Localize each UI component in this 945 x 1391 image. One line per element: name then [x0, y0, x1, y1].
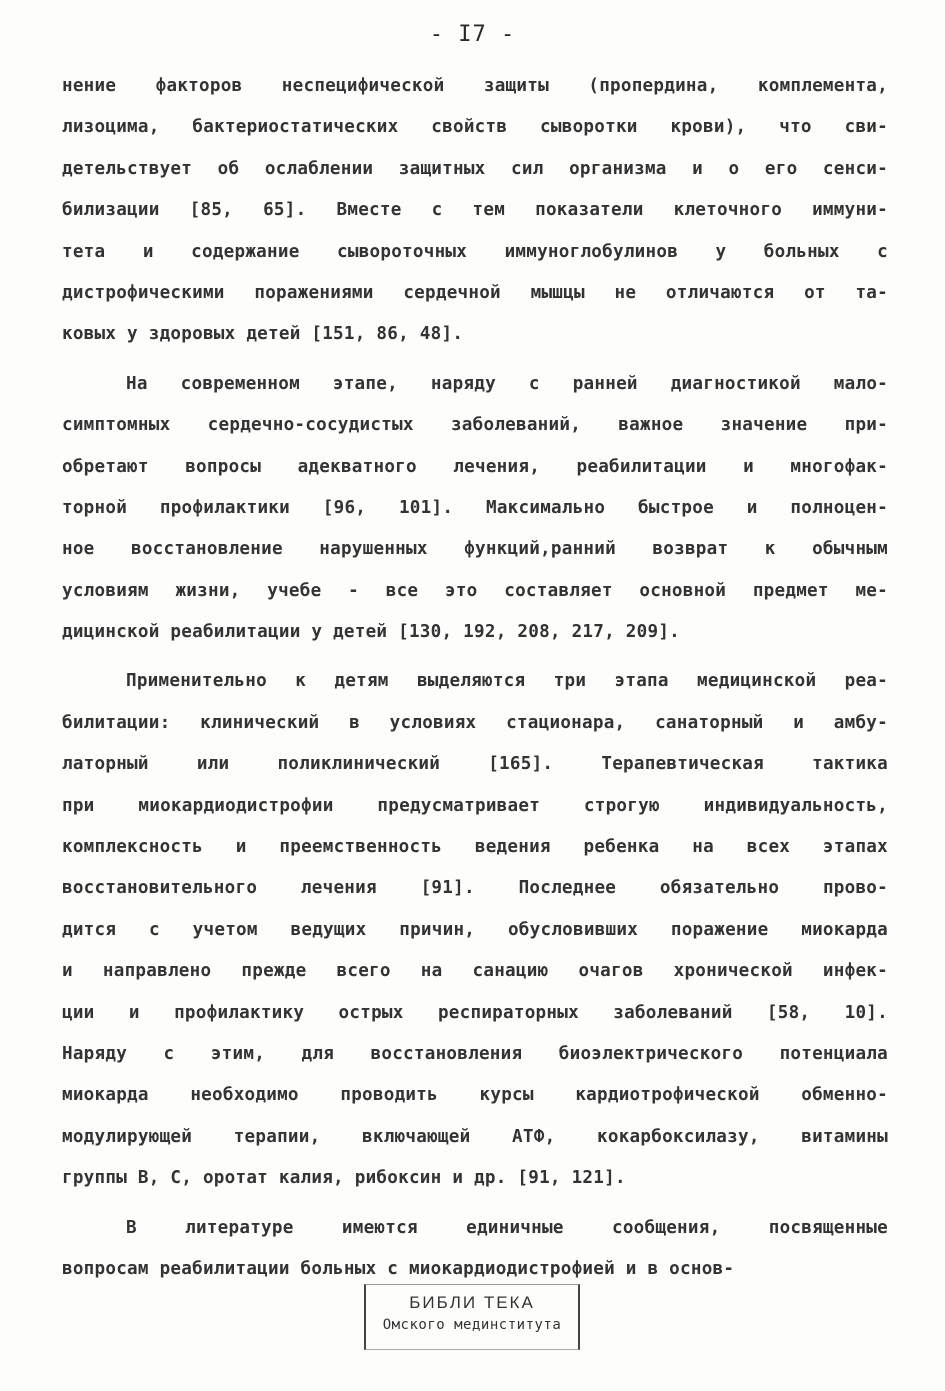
paragraph — [62, 661, 888, 1199]
text-line: ное восстановление нарушенных функций,ранний возврат к обычным — [62, 539, 888, 560]
stamp-title: БИБЛИ ТЕКА — [409, 1293, 535, 1312]
library-stamp — [364, 1284, 580, 1350]
text-line: миокарда необходимо проводить курсы кардиотрофической обменно- — [62, 1085, 888, 1106]
text-line: ковых у здоровых детей [151, 86, 48]. — [62, 324, 464, 345]
text-line: группы В, С, оротат калия, рибоксин и др. [91, 121]. — [62, 1168, 626, 1189]
text-line: лизоцима, бактериостатических свойств сыворотки крови), что сви- — [62, 117, 888, 138]
paragraph — [62, 66, 888, 356]
text-line: симптомных сердечно-сосудистых заболеваний, важное значение при- — [62, 415, 888, 436]
text-line: дится с учетом ведущих причин, обусловивших поражение миокарда — [62, 919, 888, 940]
paragraph — [62, 364, 888, 654]
text-line: дицинской реабилитации у детей [130, 192, 208, 217, 209]. — [62, 622, 681, 643]
text-line: ции и профилактику острых респираторных заболеваний [58, 10]. — [62, 1002, 888, 1023]
text-line: модулирующей терапии, включающей АТФ, кокарбоксилазу, витамины — [62, 1126, 888, 1147]
page-number: - I7 - — [429, 22, 516, 47]
text-line: нение факторов неспецифической защиты (пропердина, комплемента, — [62, 76, 888, 96]
text-line: торной профилактики [96, 101]. Максимально быстрое и полноцен- — [62, 497, 888, 518]
text-line: латорный или поликлинический [165]. Терапевтическая тактика — [62, 754, 888, 775]
text-line: Применительно к детям выделяются три этапа медицинской реа- — [126, 671, 888, 692]
text-line: билизации [85, 65]. Вместе с тем показатели клеточного иммуни- — [62, 200, 888, 221]
text-line: дистрофическими поражениями сердечной мышцы не отличаются от та- — [62, 282, 888, 303]
text-line: тета и содержание сывороточных иммуноглобулинов у больных с — [62, 241, 888, 262]
text-line: комплексность и преемственность ведения ребенка на всех этапах — [62, 837, 888, 858]
text-line: при миокардиодистрофии предусматривает строгую индивидуальность, — [62, 795, 888, 816]
stamp-subtitle: Омского мединститута — [382, 1317, 562, 1333]
text-line: условиям жизни, учебе - все это составляет основной предмет ме- — [62, 580, 888, 601]
text-line: Наряду с этим, для восстановления биоэлектрического потенциала — [62, 1043, 888, 1064]
text-line: восстановительного лечения [91]. Последнее обязательно прово- — [62, 878, 888, 899]
text-line: На современном этапе, наряду с ранней диагностикой мало- — [126, 373, 888, 394]
text-line: обретают вопросы адекватного лечения, реабилитации и многофак- — [62, 456, 888, 477]
body-text — [62, 66, 888, 1290]
text-line: вопросам реабилитации больных с миокардиодистрофией и в основ- — [62, 1258, 735, 1279]
text-line: детельствует об ослаблении защитных сил организма и о его сенси- — [62, 158, 888, 179]
text-line: В литературе имеются единичные сообщения, посвященные — [126, 1217, 888, 1238]
text-line: и направлено прежде всего на санацию очагов хронической инфек- — [62, 961, 888, 982]
text-line: билитации: клинический в условиях стационара, санаторный и амбу- — [62, 712, 888, 733]
paragraph — [62, 1208, 888, 1291]
